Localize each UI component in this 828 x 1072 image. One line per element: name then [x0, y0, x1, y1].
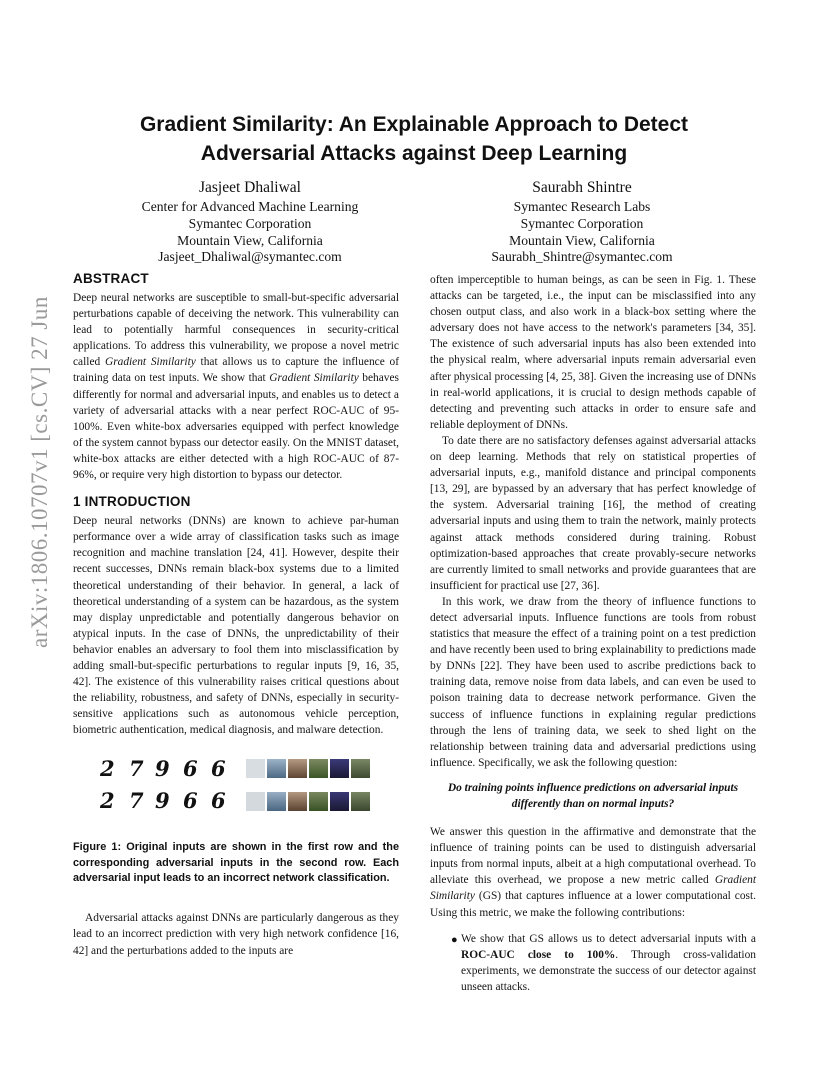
title-line-2: Adversarial Attacks against Deep Learning [200, 142, 628, 165]
author-block-2 [417, 178, 747, 266]
cifar-thumbnail [246, 759, 265, 778]
body-paragraph-2: To date there are no satisfactory defenses against adversarial attacks on deep learning. Methods that rely on statistical properties of adversarial inputs, e.g., manifold distance and principal components [13, 29], are bypassed by an adversary that has perfect knowledge of the system. Adversarial training [16], the method of creating adversarial inputs and using them to train the network, mainly protects against attack methods considered during training. Robust optimization-based approaches that create provably-secure networks are currently limited to small networks and provide guarantees that are insufficient for practical use [27, 36]. [430, 434, 756, 592]
author-affiliation: Symantec Research Labs [513, 199, 651, 214]
abstract-emphasis: Gradient Similarity [269, 372, 359, 385]
author-affiliation: Symantec Corporation [188, 215, 312, 231]
cifar-thumbnail [351, 792, 370, 811]
author-affiliation: Center for Advanced Machine Learning [141, 199, 359, 214]
cifar-thumbnail [288, 759, 307, 778]
arxiv-id-text: arXiv:1806.10707v1 [cs.CV] 27 Jun 2018 [27, 290, 52, 648]
digit-original: 7 [129, 756, 144, 782]
author-location: Mountain View, California [509, 232, 655, 248]
cifar-thumbnail [309, 792, 328, 811]
abstract-text: Deep neural networks are susceptible to small-but-specific adversarial perturbations capable of deceiving the network. This vulnerability can lead to potentially harmful consequences in security-critical applications. To address this vulnerability, we propose a novel metric called [73, 292, 399, 369]
digit-original: 2 [100, 756, 115, 782]
author-block-1 [85, 178, 415, 266]
author-email: Jasjeet_Dhaliwal@symantec.com [158, 249, 342, 265]
arxiv-sidebar-stamp [17, 290, 57, 650]
digit-original: 6 [211, 756, 226, 782]
author-affiliation: Symantec Corporation [520, 215, 644, 231]
author-name: Saurabh Shintre [532, 179, 632, 196]
body-paragraph-1: often imperceptible to human beings, as can be seen in Fig. 1. These attacks can be targeted, i.e., the input can be misclassified into any chosen output class, and also work in a black-box setting where the adversary does not have access to the network's parameters [34, 35]. The existence of such adversarial inputs has also been extended into the physical realm, where adversarial inputs remain adversarial even after physical processing [4, 25, 38]. Given the increasing use of DNNs in real-world applications, it is crucial to design methods capable of detecting and preventing such attacks in order to ensure safe and reliable deployment of DNNs. [430, 274, 756, 431]
body-text: We show that GS allows us to detect adversarial inputs with a [461, 932, 756, 945]
right-column [430, 272, 756, 995]
cifar-thumbnail [330, 759, 349, 778]
abstract-emphasis: Gradient Similarity [104, 356, 196, 369]
body-text: We answer this question in the affirmative and demonstrate that the influence of training points can be used to distinguish adversarial inputs from normal inputs, albeit at a high computational overhead. To alleviate this overhead, we propose a new metric called [430, 826, 756, 887]
cifar-thumbnail [288, 792, 307, 811]
digit-adversarial: 7 [129, 788, 144, 814]
body-paragraph-4 [430, 824, 756, 921]
digit-adversarial: 6 [183, 788, 198, 814]
paper-title [70, 110, 758, 168]
cifar-thumbnail [267, 792, 286, 811]
author-email: Saurabh_Shintre@symantec.com [491, 249, 673, 265]
contribution-text [461, 931, 756, 995]
intro-paragraph-2: Adversarial attacks against DNNs are particularly dangerous as they lead to an incorrect prediction with very high network confidence [16, 42] and the perturbations added to the inputs are [73, 912, 399, 957]
research-question: Do training points influence predictions on adversarial inputs differently than on normal inputs? [447, 781, 739, 810]
digit-adversarial: 2 [100, 788, 115, 814]
intro-heading: 1 INTRODUCTION [73, 494, 191, 510]
cifar-thumbnail [330, 792, 349, 811]
figure-1 [73, 754, 399, 836]
body-text: (GS) that captures influence at a lower computational cost. Using this metric, we make the following contributions: [430, 890, 756, 919]
abstract-text: that allows us to capture the influence of training data on test inputs. We show that [73, 356, 400, 385]
body-strong: ROC-AUC close to 100% [461, 948, 616, 961]
digit-adversarial: 9 [155, 788, 170, 814]
left-column [73, 270, 399, 959]
digit-original: 9 [155, 756, 170, 782]
cifar-thumbnail [309, 759, 328, 778]
bullet-icon: ● [451, 933, 458, 946]
title-line-1: Gradient Similarity: An Explainable Approach to Detect [139, 113, 689, 136]
intro-paragraph-1: Deep neural networks (DNNs) are known to achieve par-human performance over a wide array of classification tasks such as image recognition and machine translation [24, 41]. However, despite their recent successes, DNNs remain black-box systems due to a limited theoretical understanding of their behavior. In general, a lack of theoretical understanding of a system can be hazardous, as the system may display unpredictable and potentially dangerous behavior on atypical inputs. In the case of DNNs, the unpredictability of their behavior enables an adversary to fool them into misclassification by adding small-but-specific perturbations to regular inputs [9, 16, 35, 42]. The existence of this vulnerability raises critical questions about the reliability, robustness, and safety of DNNs, especially in security-sensitive applications such as autonomous vehicle perception, biometric authentication, medical diagnosis, and malware detection. [73, 515, 399, 737]
cifar-thumbnail [267, 759, 286, 778]
abstract-text: behaves differently for normal and adversarial inputs, and enables us to detect a variety of adversarial attacks with a near perfect ROC-AUC of 95-100%. Even white-box adversaries equipped with perfect knowledge of the system cannot bypass our detector easily. On the MNIST dataset, white-box attacks are either detected with a high ROC-AUC of 87-96%, or require very high distortion to bypass our detector. [73, 372, 399, 482]
author-location: Mountain View, California [177, 232, 323, 248]
cifar-thumbnail [246, 792, 265, 811]
cifar-thumbnail [351, 759, 370, 778]
arxiv-sidebar-svg [17, 290, 57, 650]
abstract-heading: ABSTRACT [73, 271, 149, 286]
author-name: Jasjeet Dhaliwal [198, 179, 301, 196]
body-paragraph-3: In this work, we draw from the theory of influence functions to detect adversarial inputs. Influence functions are tools from robust statistics that measure the effect of a training point on a test prediction and have recently been used to bring explainability to predictions made by DNNs [22]. They have been used to ascribe predictions back to training data, remove noise from data labels, and can even be used to poison training data to decrease network performance. Given the success of influence functions in explaining regular predictions through the lens of training data, we seek to shed light on the relationship between training data and adversarial predictions using influence. Specifically, we ask the following question: [430, 595, 756, 769]
digit-original: 6 [183, 756, 198, 782]
contribution-list-item [430, 931, 756, 995]
abstract-paragraph [73, 290, 399, 483]
body-emphasis: Gradient Similarity [430, 874, 756, 903]
figure-caption: Figure 1: Original inputs are shown in the first row and the corresponding adversarial inputs in the second row. Each adversarial input leads to an incorrect network classification. [73, 841, 399, 885]
body-text: . Through cross-validation experiments, we demonstrate the success of our detector against unseen attacks. [461, 948, 756, 993]
digit-adversarial: 6 [211, 788, 226, 814]
